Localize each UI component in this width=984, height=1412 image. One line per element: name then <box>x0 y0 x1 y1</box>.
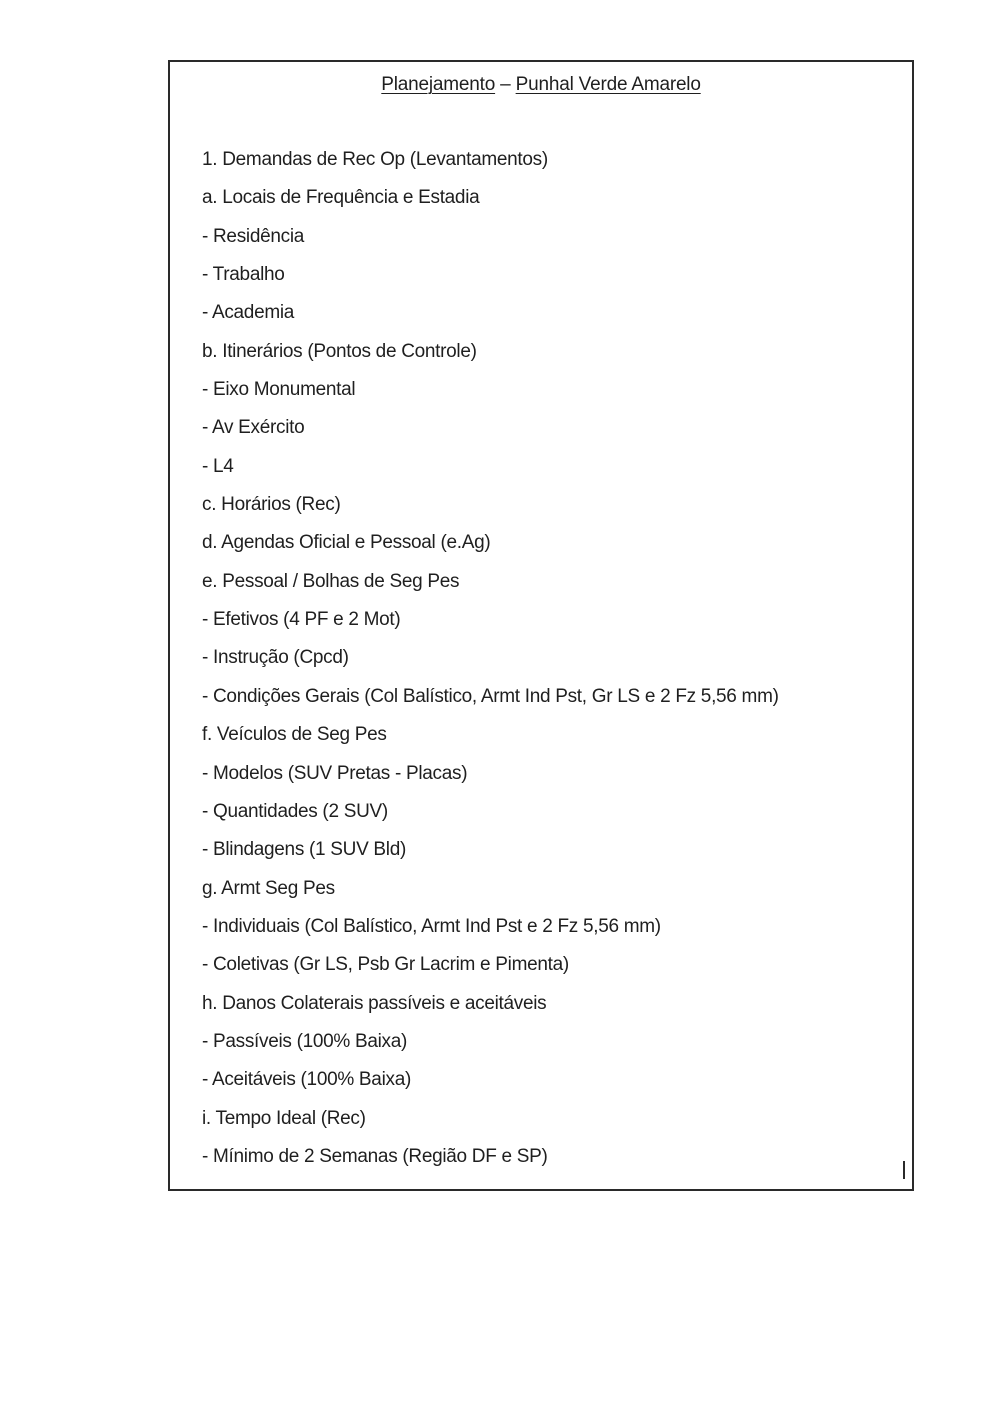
document-line: e. Pessoal / Bolhas de Seg Pes <box>202 570 460 592</box>
document-line: h. Danos Colaterais passíveis e aceitáveis <box>202 992 547 1014</box>
document-line: i. Tempo Ideal (Rec) <box>202 1107 366 1129</box>
document-line: - Blindagens (1 SUV Bld) <box>202 839 407 861</box>
document-line: - Efetivos (4 PF e 2 Mot) <box>202 609 401 631</box>
document-line: - Mínimo de 2 Semanas (Região DF e SP) <box>202 1145 548 1167</box>
document-title <box>170 74 912 96</box>
document-line: - Academia <box>202 302 295 324</box>
document-line: b. Itinerários (Pontos de Controle) <box>202 340 477 362</box>
document-line: - Coletivas (Gr LS, Psb Gr Lacrim e Pimenta) <box>202 954 569 976</box>
document-line: - Aceitáveis (100% Baixa) <box>202 1069 411 1091</box>
document-line: - Instrução (Cpcd) <box>202 647 349 669</box>
title-operation-name: Punhal Verde Amarelo <box>515 74 701 95</box>
document-line: c. Horários (Rec) <box>202 494 341 516</box>
document-frame <box>168 60 914 1191</box>
document-line: - Trabalho <box>202 264 285 286</box>
document-line: 1. Demandas de Rec Op (Levantamentos) <box>202 149 548 170</box>
document-line: f. Veículos de Seg Pes <box>202 724 387 746</box>
document-line: - Modelos (SUV Pretas - Placas) <box>202 762 468 784</box>
document-line: - Eixo Monumental <box>202 379 356 401</box>
document-line: - Residência <box>202 225 305 247</box>
document-body <box>202 148 779 1183</box>
title-separator: – <box>495 74 516 95</box>
document-line: d. Agendas Oficial e Pessoal (e.Ag) <box>202 532 491 554</box>
document-line: - Passíveis (100% Baixa) <box>202 1030 408 1052</box>
document-line: - L4 <box>202 455 234 477</box>
title-planejamento: Planejamento <box>381 74 496 95</box>
document-line: g. Armt Seg Pes <box>202 877 335 899</box>
document-line: - Quantidades (2 SUV) <box>202 800 388 822</box>
document-line: - Individuais (Col Balístico, Armt Ind Pst e 2 Fz 5,56 mm) <box>202 915 661 937</box>
text-cursor-mark <box>903 1161 905 1179</box>
document-line: a. Locais de Frequência e Estadia <box>202 187 480 209</box>
document-line: - Av Exército <box>202 417 305 439</box>
document-line: - Condições Gerais (Col Balístico, Armt Ind Pst, Gr LS e 2 Fz 5,56 mm) <box>202 685 779 707</box>
